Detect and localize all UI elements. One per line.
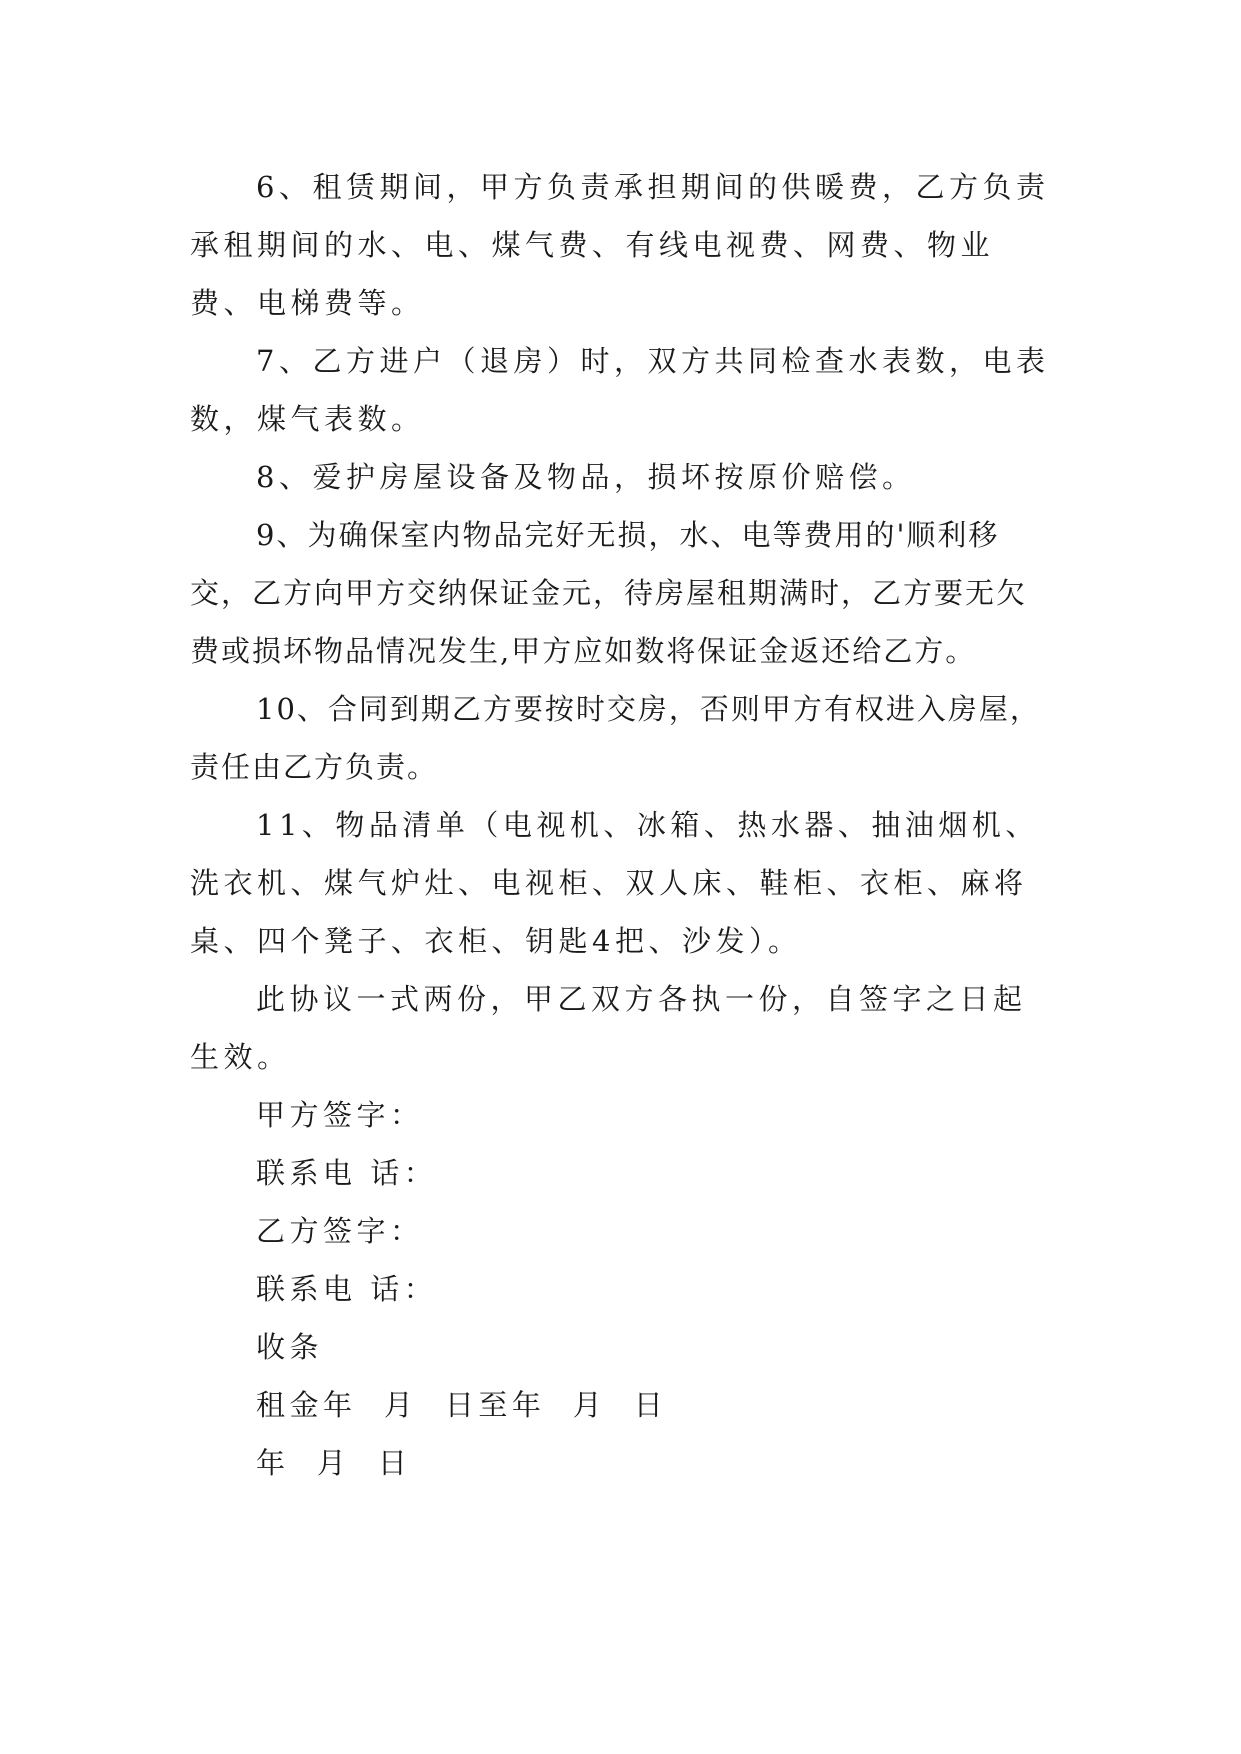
party-b-signature: 乙方签字： [256,1214,424,1248]
document-body [190,158,1056,1492]
receipt-rent-period: 租金年 月 日至年 月 日 [256,1388,668,1422]
party-a-signature: 甲方签字： [256,1098,424,1132]
clause-8: 8、爱护房屋设备及物品，损坏按原价赔偿。 [256,460,916,494]
agreement-copies-clause: 此协议一式两份，甲乙双方各执一份，自签字之日起生效。 [190,982,1027,1074]
receipt-title: 收条 [256,1330,324,1364]
clause-10: 10、合同到期乙方要按时交房，否则甲方有权进入房屋，责任由乙方负责。 [190,692,1041,784]
clause-6: 6、租赁期间，甲方负责承担期间的供暖费，乙方负责承租期间的水、电、煤气费、有线电视费、网费、物业费、电梯费等。 [190,170,1050,320]
party-b-phone: 联系电 话： [256,1272,438,1306]
clause-11: 11、物品清单（电视机、冰箱、热水器、抽油烟机、洗衣机、煤气炉灶、电视柜、双人床、鞋柜、衣柜、麻将桌、四个凳子、衣柜、钥匙4把、沙发）。 [190,808,1039,958]
party-a-phone: 联系电 话： [256,1156,438,1190]
clause-7: 7、乙方进户（退房）时，双方共同检查水表数，电表数，煤气表数。 [190,344,1050,436]
receipt-date: 年 月 日 [256,1446,412,1480]
clause-9: 9、为确保室内物品完好无损，水、电等费用的'顺利移交，乙方向甲方交纳保证金元，待房屋租期满时，乙方要无欠费或损坏物品情况发生,甲方应如数将保证金返还给乙方。 [190,518,1028,668]
